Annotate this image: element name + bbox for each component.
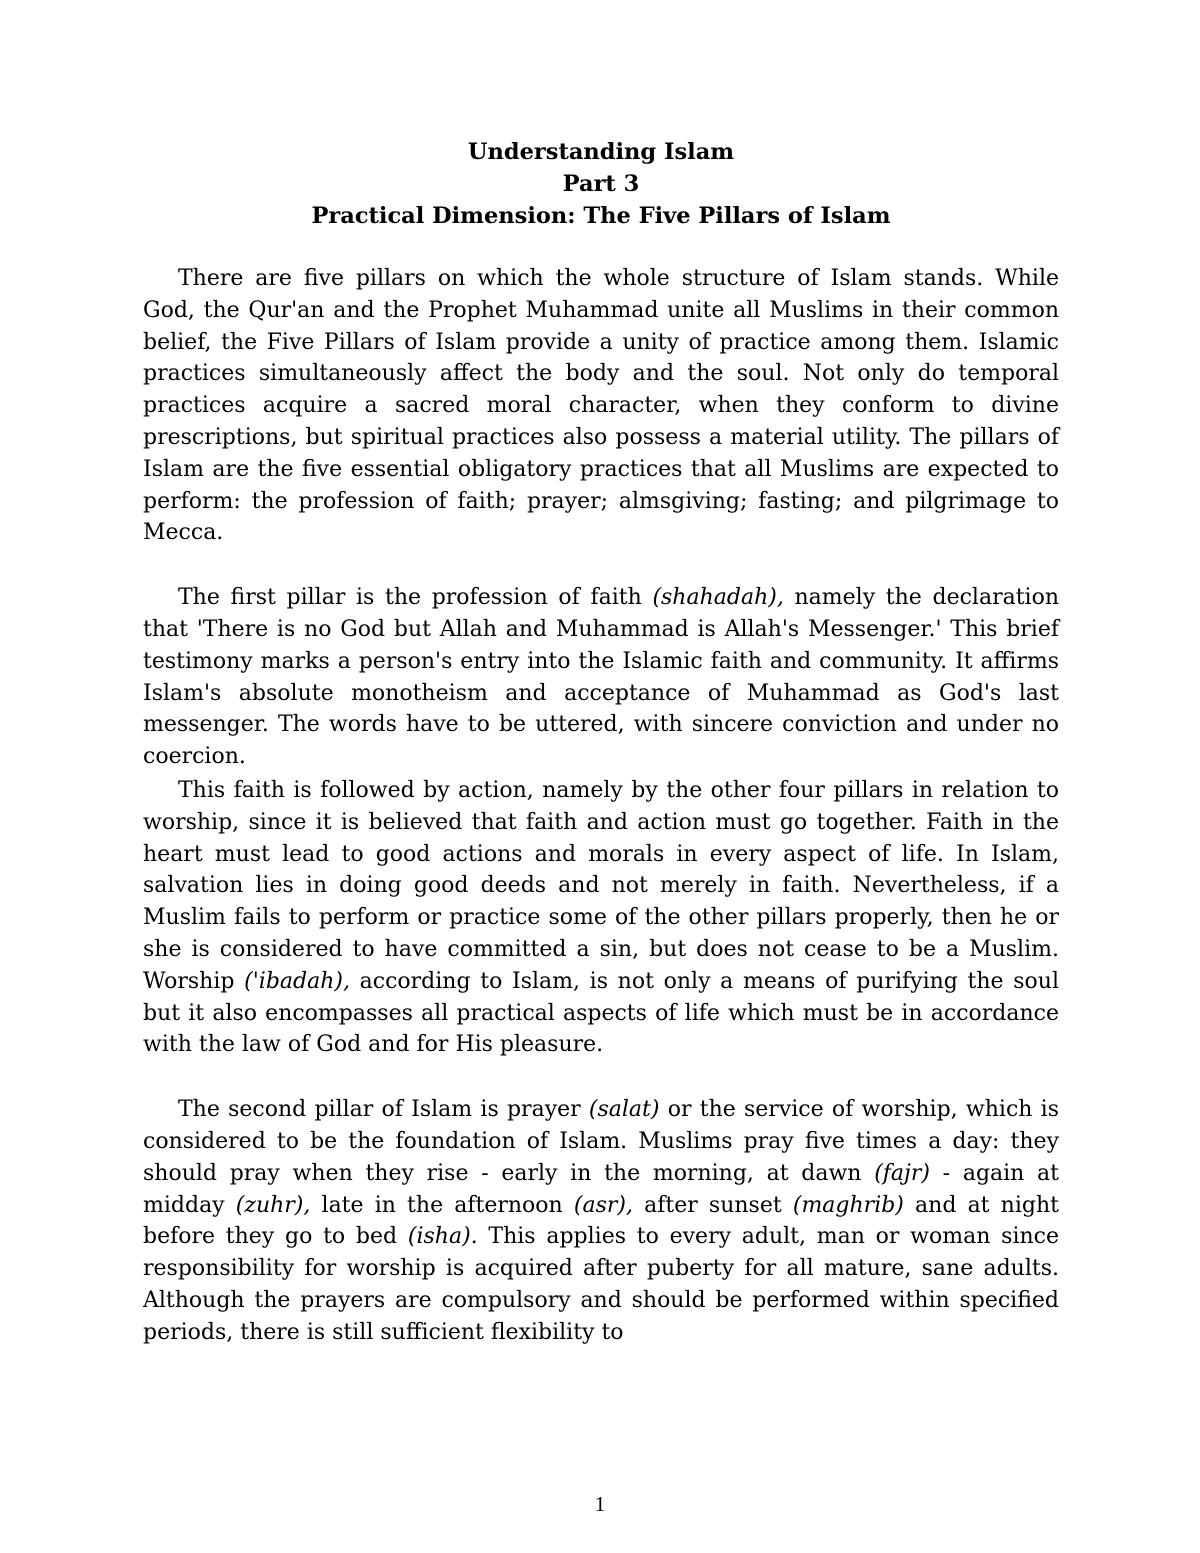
paragraph-text: The first pillar is the profession of faith [178, 585, 653, 611]
paragraph-text: The second pillar of Islam is prayer [178, 1097, 589, 1123]
term-zuhr: (zuhr), [235, 1192, 311, 1218]
paragraph-second-pillar [143, 1094, 1059, 1348]
term-fajr: (fajr) [874, 1160, 930, 1186]
paragraph-first-pillar [143, 582, 1059, 773]
paragraph-faith-action [143, 775, 1059, 1061]
paragraph-intro [143, 263, 1059, 549]
paragraph-text: according to Islam, is not only a means of purifying the soul but it also encompasses all practical aspects of life which must be in accordance with the law of God and for His pleasure. [143, 968, 1059, 1058]
paragraph-text: late in the afternoon [310, 1192, 574, 1218]
term-asr: (asr), [573, 1192, 633, 1218]
paragraph-text: after sunset [632, 1192, 793, 1218]
term-shahadah: (shahadah), [652, 585, 784, 611]
paragraph-text: and at night before they go to bed [143, 1192, 1059, 1250]
title-block [143, 136, 1059, 232]
paragraph-text: - again at midday [143, 1160, 1060, 1218]
paragraph-text: This faith is followed by action, namely by the other four pillars in relation to worship, since it is believed that faith and action must go together. Faith in the heart must lead to good actions and morals in every aspect of life. In Islam, salvation lies in doing good deeds and not merely in faith. Nevertheless, if a Muslim fails to perform or practice some of the other pillars properly, then he or she is considered to have committed a sin, but does not cease to be a Muslim. Worship [143, 777, 1059, 994]
document-page [143, 136, 1059, 1349]
part-label: Part 3 [562, 171, 640, 197]
term-maghrib: (maghrib) [792, 1192, 904, 1218]
paragraph-text: or the service of worship, which is considered to be the foundation of Islam. Muslims pray five times a day: they should pray when they rise - early in the morning, at dawn [143, 1097, 1060, 1186]
paragraph-text: There are five pillars on which the whole structure of Islam stands. While God, the Qur'an and the Prophet Muhammad unite all Muslims in their common belief, the Five Pillars of Islam provide a unity of practice among them. Islamic practices simultaneously affect the body and the soul. Not only do temporal practices acquire a sacred moral character, when they conform to divine prescriptions, but spiritual practices also possess a material utility. The pillars of Islam are the five essential obligatory practices that all Muslims are expected to perform: the profession of faith; prayer; almsgiving; fasting; and pilgrimage to Mecca. [143, 266, 1059, 546]
paragraph-text: This applies to every adult, man or woman since responsibility for worship is acquired after puberty for all mature, sane adults. Although the prayers are compulsory and should be performed within specified periods, there is still sufficient flexibility to [143, 1224, 1059, 1345]
term-isha: (isha). [407, 1224, 478, 1250]
term-salat: (salat) [588, 1097, 660, 1123]
document-title: Understanding Islam [467, 139, 735, 165]
page-number: 1 [594, 1492, 606, 1516]
paragraph-text: namely the declaration that 'There is no God but Allah and Muhammad is Allah's Messenger.' This brief testimony marks a person's entry into the Islamic faith and community. It affirms Islam's absolute monotheism and acceptance of Muhammad as God's last messenger. The words have to be uttered, with sincere conviction and under no coercion. [143, 585, 1059, 770]
section-subtitle: Practical Dimension: The Five Pillars of Islam [311, 203, 891, 229]
term-ibadah: ('ibadah), [244, 968, 350, 994]
